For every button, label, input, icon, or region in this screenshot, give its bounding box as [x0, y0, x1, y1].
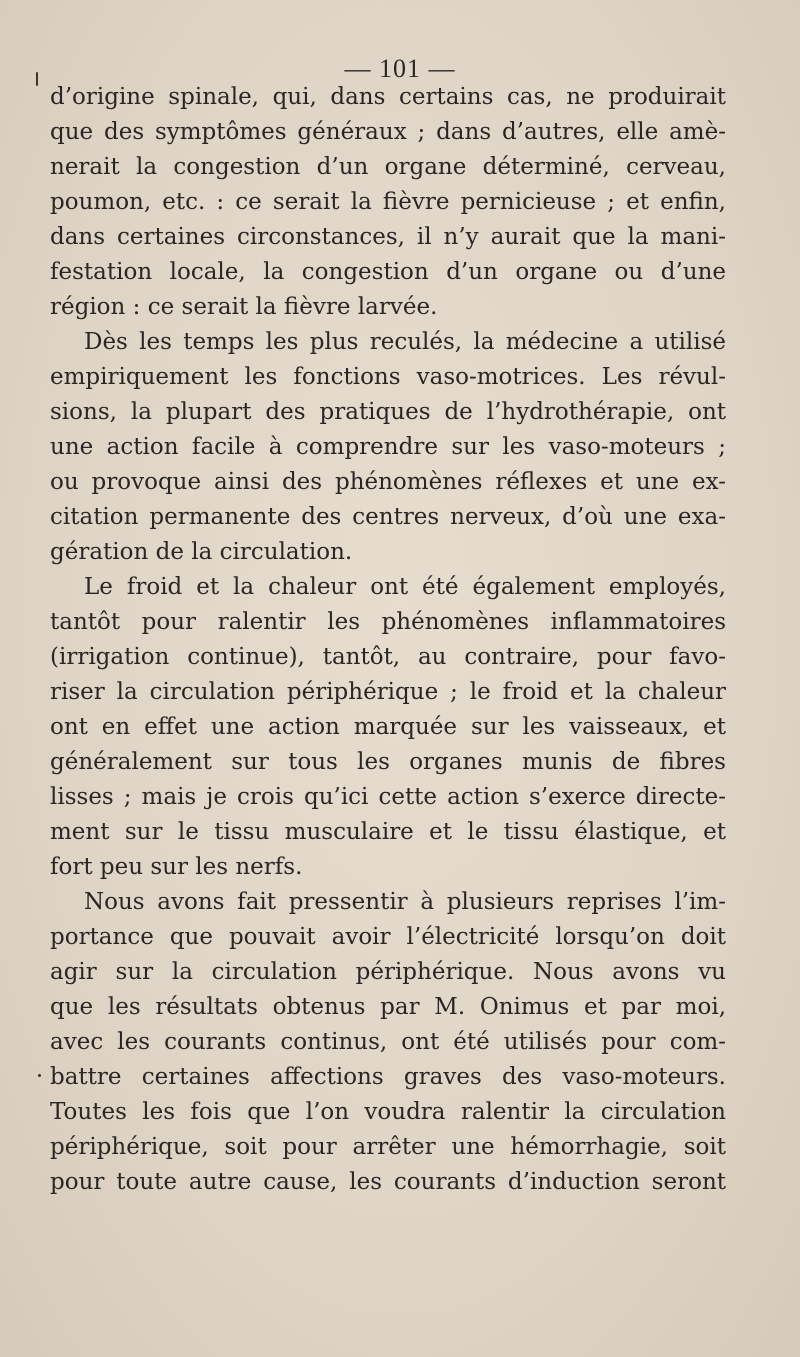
text-line: battre certaines affections graves des vaso-moteurs.: [50, 1064, 726, 1090]
text-line: festation locale, la congestion d’un organe ou d’une: [50, 259, 726, 285]
text-line: citation permanente des centres nerveux, d’où une exa-: [50, 504, 726, 530]
text-line: agir sur la circulation périphérique. Nous avons vu: [50, 959, 726, 985]
paragraph-start-line: Nous avons fait pressentir à plusieurs reprises l’im-: [84, 889, 726, 915]
paragraph-start-line: Dès les temps les plus reculés, la médecine a utilisé: [84, 329, 726, 355]
text-line: pour toute autre cause, les courants d’induction seront: [50, 1169, 726, 1195]
text-line: une action facile à comprendre sur les vaso-moteurs ;: [50, 434, 726, 460]
text-line: que les résultats obtenus par M. Onimus et par moi,: [50, 994, 726, 1020]
margin-mark: [36, 72, 38, 86]
text-line: ont en effet une action marquée sur les vaisseaux, et: [50, 714, 726, 740]
text-line: nerait la congestion d’un organe déterminé, cerveau,: [50, 154, 726, 180]
text-line: sions, la plupart des pratiques de l’hydrothérapie, ont: [50, 399, 726, 425]
text-line: lisses ; mais je crois qu’ici cette action s’exerce directe-: [50, 784, 726, 810]
text-line: Toutes les fois que l’on voudra ralentir la circulation: [50, 1099, 726, 1125]
text-line: généralement sur tous les organes munis de fibres: [50, 749, 726, 775]
text-line: ou provoque ainsi des phénomènes réflexes et une ex-: [50, 469, 726, 495]
text-line: poumon, etc. : ce serait la fièvre pernicieuse ; et enfin,: [50, 189, 726, 215]
text-line: tantôt pour ralentir les phénomènes inflammatoires: [50, 609, 726, 635]
paragraph-start-line: Le froid et la chaleur ont été également employés,: [84, 574, 726, 600]
text-line: que des symptômes généraux ; dans d’autres, elle amè-: [50, 119, 726, 145]
text-line: empiriquement les fonctions vaso-motrices. Les révul-: [50, 364, 726, 390]
body-text: [50, 80, 726, 1200]
text-line: dans certaines circonstances, il n’y aurait que la mani-: [50, 224, 726, 250]
text-line: fort peu sur les nerfs.: [50, 854, 303, 880]
text-line: ment sur le tissu musculaire et le tissu élastique, et: [50, 819, 726, 845]
text-line: gération de la circulation.: [50, 539, 353, 565]
text-line: (irrigation continue), tantôt, au contraire, pour favo-: [50, 644, 726, 670]
text-line: région : ce serait la fièvre larvée.: [50, 294, 438, 320]
text-line: périphérique, soit pour arrêter une hémorrhagie, soit: [50, 1134, 726, 1160]
text-line: d’origine spinale, qui, dans certains cas, ne produirait: [50, 84, 726, 110]
text-line: portance que pouvait avoir l’électricité lorsqu’on doit: [50, 924, 726, 950]
text-line: avec les courants continus, ont été utilisés pour com-: [50, 1029, 726, 1055]
page-number: — 101 —: [344, 54, 456, 83]
text-line: riser la circulation périphérique ; le froid et la chaleur: [50, 679, 726, 705]
margin-dot: [38, 1074, 41, 1077]
